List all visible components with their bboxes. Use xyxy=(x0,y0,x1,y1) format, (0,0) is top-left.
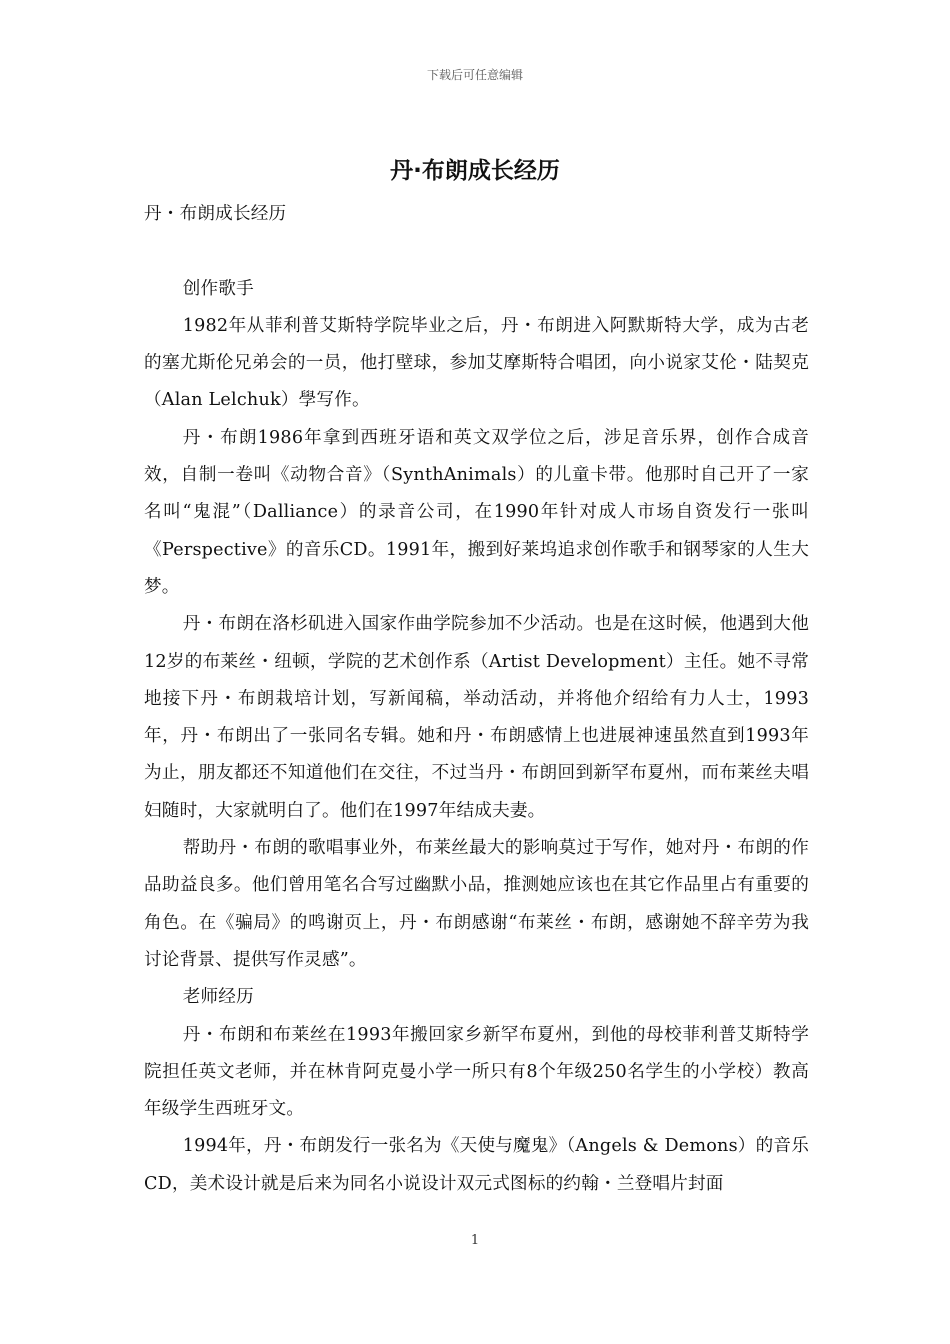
document-body xyxy=(144,196,809,1203)
section-heading-singer: 创作歌手 xyxy=(182,278,254,299)
paragraph-music-career: 丹・布朗1986年拿到西班牙语和英文双学位之后，涉足音乐界，创作合成音效，自制一卷叫《动物合音》（SynthAnimals）的儿童卡带。他那时自己开了一家名叫“鬼混”（Dalliance）的录音公司，在1990年针对成人市场自资发行一张叫《Perspective》的音乐CD。1991年，搬到好莱坞追求创作歌手和钢琴家的人生大梦。 xyxy=(144,427,809,597)
paragraph-writing-help: 帮助丹・布朗的歌唱事业外，布莱丝最大的影响莫过于写作，她对丹・布朗的作品助益良多。他们曾用笔名合写过幽默小品，推测她应该也在其它作品里占有重要的角色。在《骗局》的鸣谢页上，丹・布朗感谢“布莱丝・布朗，感谢她不辞辛劳为我讨论背景、提供写作灵感”。 xyxy=(144,838,809,970)
document-title: 丹·布朗成长经历 xyxy=(390,158,560,184)
paragraph-blythe: 丹・布朗在洛杉矶进入国家作曲学院参加不少活动。也是在这时候，他遇到大他12岁的布莱丝・纽顿，学院的艺术创作系（Artist Development）主任。她不寻常地接下丹・布朗栽培计划，写新闻稿，举动活动，并将他介绍给有力人士，1993年，丹・布朗出了一张同名专辑。她和丹・布朗感情上也进展神速虽然直到1993年为止，朋友都还不知道他们在交往，不过当丹・布朗回到新罕布夏州，而布莱丝夫唱妇随时，大家就明白了。他们在1997年结成夫妻。 xyxy=(144,614,809,821)
section-heading-teacher: 老师经历 xyxy=(182,987,254,1008)
paragraph-teaching: 丹・布朗和布莱丝在1993年搬回家乡新罕布夏州，到他的母校菲利普艾斯特学院担任英文老师，并在林肯阿克曼小学一所只有8个年级250名学生的小学校）教高年级学生西班牙文。 xyxy=(144,1024,809,1120)
paragraph-amherst: 1982年从菲利普艾斯特学院毕业之后，丹・布朗进入阿默斯特大学，成为古老的塞尤斯伦兄弟会的一员，他打壁球，参加艾摩斯特合唱团，向小说家艾伦・陆契克（Alan Lelchuk）學写作。 xyxy=(144,315,809,411)
blank-line xyxy=(144,233,809,270)
page-header: 下载后可任意编辑 xyxy=(426,68,523,82)
document-subtitle: 丹・布朗成长经历 xyxy=(144,204,287,224)
page-number: 1 xyxy=(470,1233,480,1248)
paragraph-angels-demons: 1994年，丹・布朗发行一张名为《天使与魔鬼》（Angels & Demons）的音乐CD，美术设计就是后来为同名小说设计双元式图标的约翰・兰登唱片封面 xyxy=(144,1136,809,1194)
